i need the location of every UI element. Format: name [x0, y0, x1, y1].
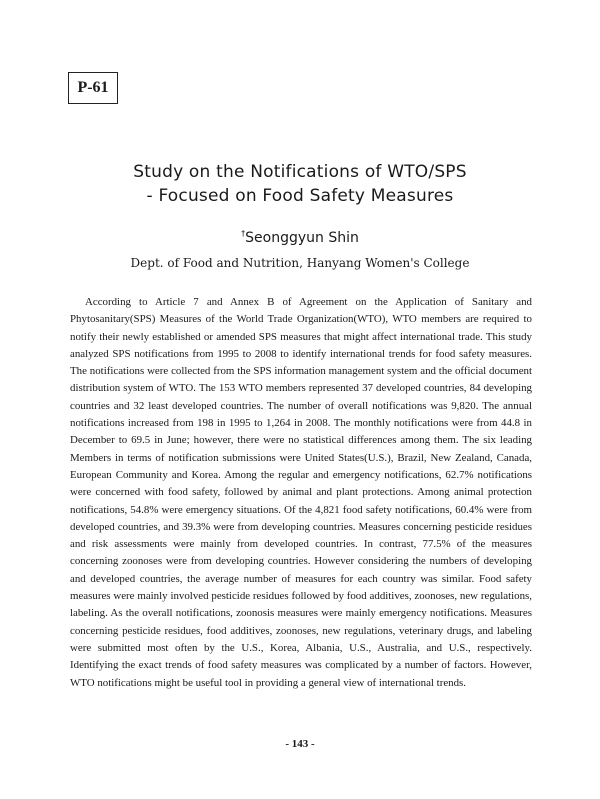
title-line-1: Study on the Notifications of WTO/SPS	[133, 162, 467, 182]
author-name: Seonggyun Shin	[245, 230, 359, 246]
page-number: - 143 -	[285, 738, 315, 750]
paper-title	[0, 160, 600, 208]
affiliation: Dept. of Food and Nutrition, Hanyang Women's College	[130, 256, 470, 270]
poster-label: P-61	[68, 72, 118, 104]
abstract-text: According to Article 7 and Annex B of Agreement on the Application of Sanitary and Phytosanitary(SPS) Measures of the World Trade Organization(WTO), WTO members are required to notify their newly established or amended SPS measures that might affect international trade. This study analyzed SPS notifications from 1995 to 2008 to identify international trends for food safety measures. The notifications were collected from the SPS information management system and the official document distribution system of WTO. The 153 WTO members represented 37 developed countries, 84 developing countries and 32 least developed countries. The number of overall notifications was 9,820. The annual notifications increased from 198 in 1995 to 1,264 in 2008. The monthly notifications were from 44.8 in December to 69.5 in June; however, there were no statistical differences among them. The six leading Members in terms of notification submissions were United States(U.S.), Brazil, New Zealand, Canada, European Community and Korea. Among the regular and emergency notifications, 62.7% notifications were concerned with food safety, followed by animal and plant protections. Among animal protection notifications, 54.8% were emergency situations. Of the 4,821 food safety notifications, 60.4% were from developed countries, and 39.3% were from developing countries. Measures concerning pesticide residues and risk assessments were mainly from developed countries. In contrast, 77.5% of the measures concerning zoonoses were from developing countries. However considering the numbers of developing and developed countries, the average number of measures for each country was similar. Food safety measures were mainly involved pesticide residues followed by food additives, zoonoses, new regulations, labeling. As the overall notifications, zoonosis measures were mainly emergency notifications. Measures concerning pesticide residues, food additives, zoonoses, new regulations, veterinary drugs, and labeling were submitted most often by the U.S., Korea, Albania, U.S., Australia, and U.S., respectively. Identifying the exact trends of food safety measures was complicated by a number of factors. However, WTO notifications might be useful tool in providing a general view of international trends.	[70, 296, 532, 689]
author	[0, 229, 600, 246]
corresponding-mark: †	[241, 229, 246, 238]
title-line-2: - Focused on Food Safety Measures	[146, 186, 454, 206]
